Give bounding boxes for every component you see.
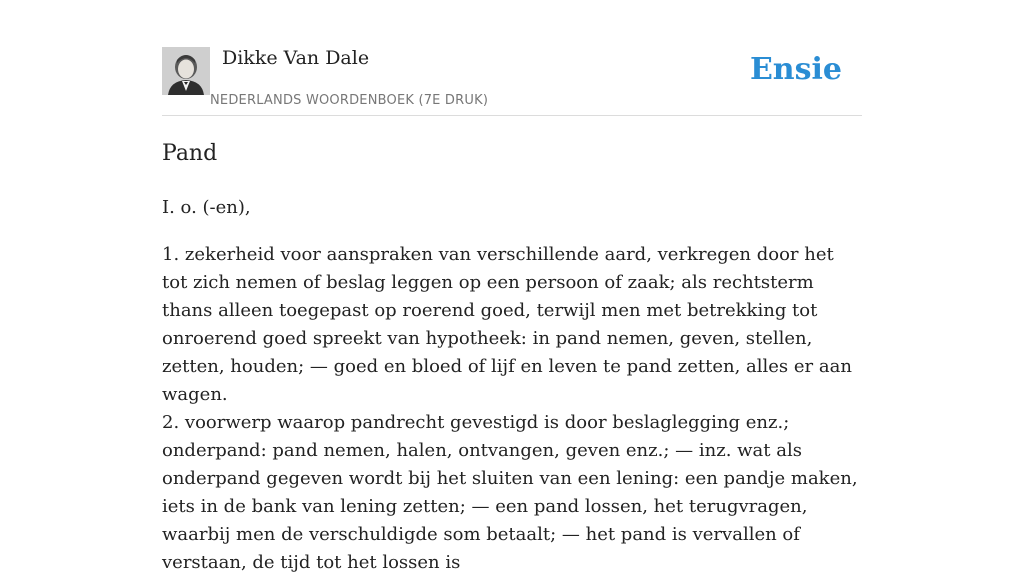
- meaning-item: 1. zekerheid voor aanspraken van verschillende aard, verkregen door het tot zich nemen of beslag leggen op een persoon of zaak; als rechtsterm thans alleen toegepast op roerend goed, terwijl men met betrekking tot onroerend goed spreekt van hypotheek: in pand nemen, geven, stellen, zetten, houden; — goed en bloed of lijf en leven te pand zetten, alles er aan wagen.: [162, 244, 852, 405]
- source-label[interactable]: NEDERLANDS WOORDENBOEK (7E DRUK): [210, 93, 489, 108]
- author-name[interactable]: Dikke Van Dale: [222, 47, 370, 69]
- entry-title: Pand: [162, 141, 218, 166]
- meaning-list: [162, 241, 862, 577]
- entry-content: [162, 136, 862, 577]
- header: [162, 46, 862, 116]
- brand-logo[interactable]: Ensie: [749, 52, 842, 87]
- entry-grammar: I. o. (-en),: [162, 197, 251, 218]
- meaning-item: 2. voorwerp waarop pandrecht gevestigd is door beslaglegging enz.; onderpand: pand nemen, halen, ontvangen, geven enz.; — inz. wat als onderpand gegeven wordt bij het sluiten van een lening: een pandje maken, iets in de bank van lening zetten; — een pand lossen, het terugvragen, waarbij men de verschuldigde som betaalt; — het pand is vervallen of verstaan, de tijd tot het lossen is: [162, 412, 858, 573]
- portrait-photo-icon: [162, 47, 210, 95]
- avatar[interactable]: [162, 47, 210, 95]
